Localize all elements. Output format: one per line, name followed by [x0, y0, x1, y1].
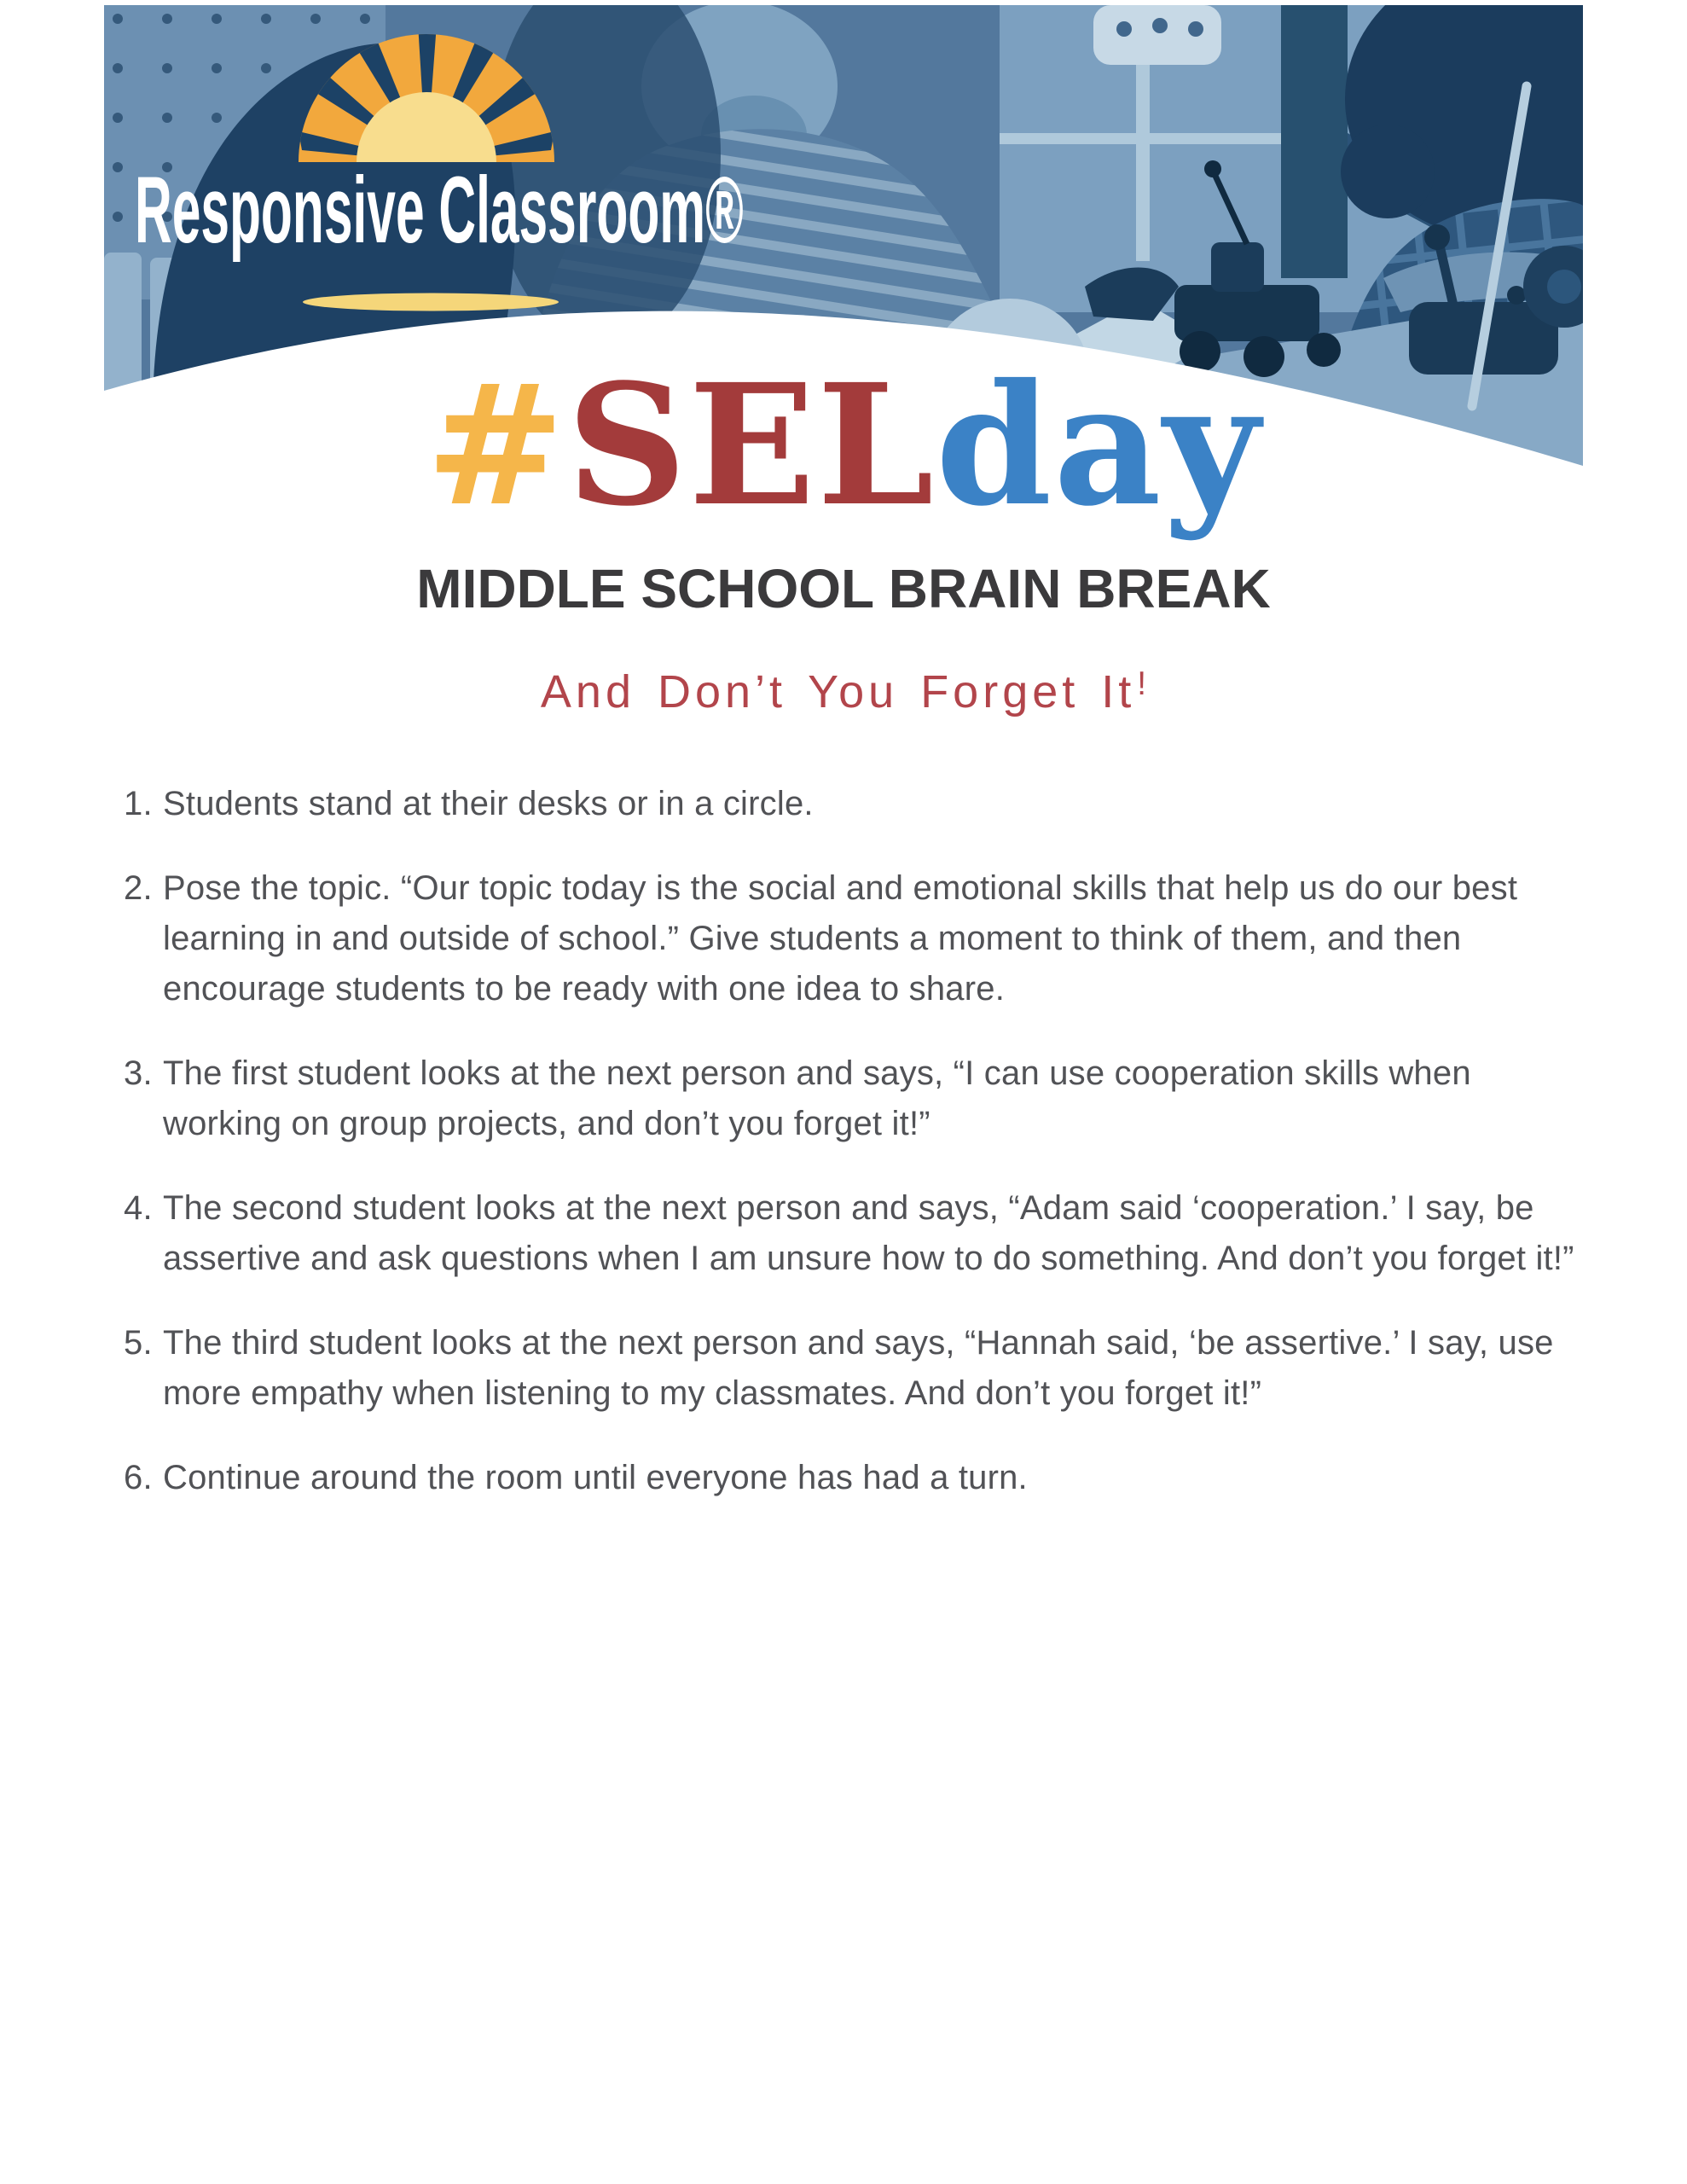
selday-day: day — [935, 347, 1261, 543]
step-item — [124, 779, 1578, 829]
step-number: 3. — [124, 1054, 153, 1092]
step-text: Pose the topic. “Our topic today is the social and emotional skills that help us do our best learning in and outside of school.” Give students a moment to think of them, and then encourage students to be ready with one idea to share. — [163, 869, 1518, 1008]
step-item — [124, 1318, 1578, 1419]
step-number: 4. — [124, 1189, 153, 1227]
step-number: 1. — [124, 785, 153, 822]
subtitle-exclamation: ! — [1137, 665, 1147, 703]
step-item — [124, 1453, 1578, 1503]
step-number: 5. — [124, 1324, 153, 1362]
step-number: 2. — [124, 869, 153, 907]
step-text: The second student looks at the next person and says, “Adam said ‘cooperation.’ I say, be assertive and ask questions when I am unsure how to do something. And don’t you forget it!” — [163, 1189, 1574, 1277]
step-text: Continue around the room until everyone has had a turn. — [163, 1459, 1028, 1496]
step-item — [124, 1183, 1578, 1284]
page-title: MIDDLE SCHOOL BRAIN BREAK — [416, 558, 1271, 619]
step-number: 6. — [124, 1459, 153, 1496]
step-item — [124, 1048, 1578, 1149]
subtitle-text: And Don’t You Forget It — [540, 666, 1136, 717]
selday-title — [0, 347, 1687, 543]
step-text: The first student looks at the next person and says, “I can use cooperation skills when working on group projects, and don’t you forget it!” — [163, 1054, 1471, 1142]
step-text: The third student looks at the next person and says, “Hannah said, ‘be assertive.’ I say, use more empathy when listening to my classmates. And don’t you forget it!” — [163, 1324, 1554, 1412]
step-item — [124, 863, 1578, 1014]
selday-sel: SEL — [566, 347, 936, 543]
steps-list — [124, 779, 1578, 1537]
activity-subtitle — [0, 667, 1687, 717]
brand-wordmark: Responsive Classroom® — [135, 157, 744, 263]
selday-hash: # — [426, 347, 567, 543]
logo-swoosh — [303, 293, 559, 311]
step-text: Students stand at their desks or in a circle. — [163, 785, 814, 822]
